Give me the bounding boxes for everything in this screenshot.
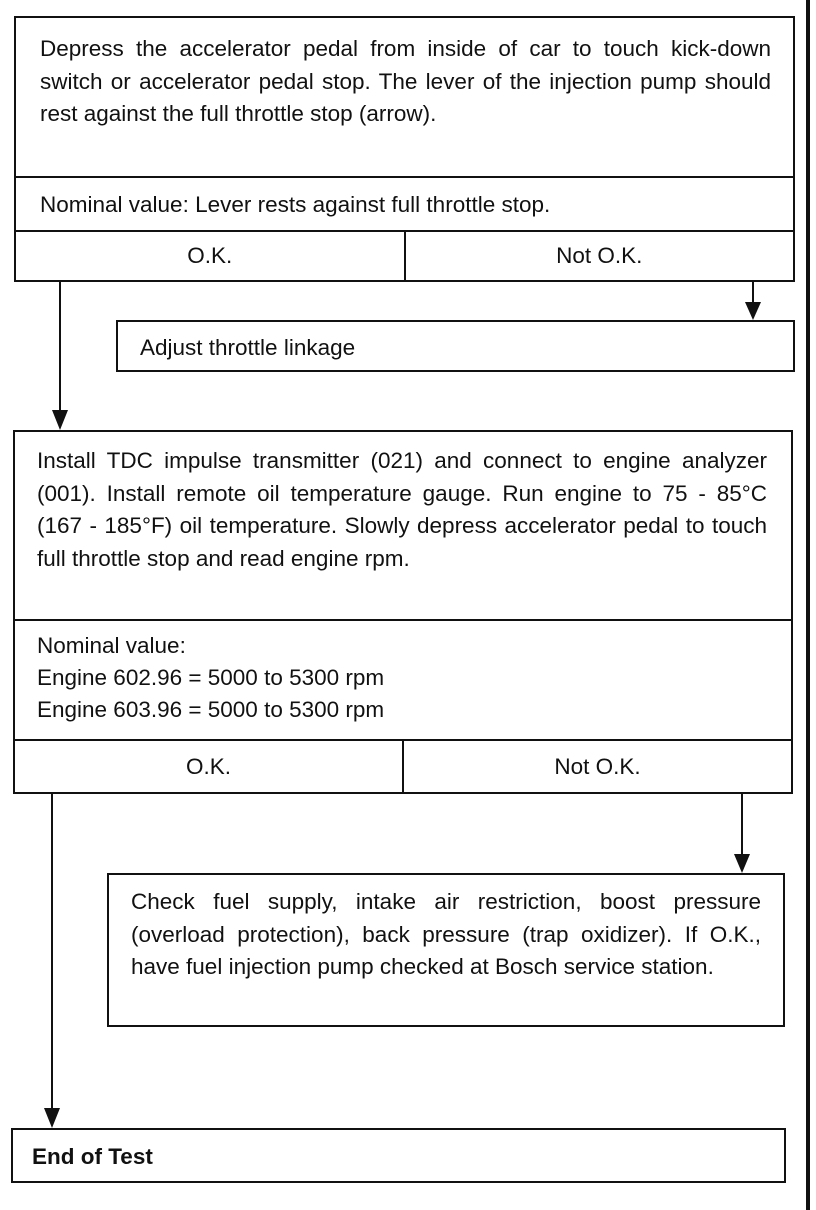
arrowhead-step2-notok: [734, 854, 750, 873]
arrowhead-step1-notok: [745, 302, 761, 320]
step2-not-ok-cell: Not O.K.: [402, 741, 791, 792]
step2-instruction: Install TDC impulse transmitter (021) and connect to engine analyzer (001). Install remote oil temperature gauge. Run engine to 75 - 85°C (167 - 185°F) oil temperature. Slowly depress accelerator pedal to touch full throttle stop and read engine rpm.: [37, 448, 767, 571]
adjust-throttle-text: Adjust throttle linkage: [140, 335, 356, 360]
end-of-test-text: End of Test: [32, 1144, 153, 1169]
step1-ok-cell: O.K.: [187, 243, 233, 268]
arrowhead-step2-ok: [44, 1108, 60, 1128]
step2-nominal-heading: Nominal value:: [37, 633, 186, 658]
step2-nominal-line-603: Engine 603.96 = 5000 to 5300 rpm: [37, 697, 385, 722]
step2-nominal-line-602: Engine 602.96 = 5000 to 5300 rpm: [37, 665, 385, 690]
step1-not-ok-cell: Not O.K.: [404, 232, 794, 280]
step1-instruction: Depress the accelerator pedal from inside of car to touch kick-down switch or accelerator pedal stop. The lever of the injection pump should rest against the full throttle stop (arrow).: [40, 36, 771, 126]
arrowhead-step1-ok: [52, 410, 68, 430]
step1-nominal-value: Nominal value: Lever rests against full throttle stop.: [16, 176, 793, 230]
step2-ok-cell: O.K.: [185, 753, 231, 779]
check-fuel-text: Check fuel supply, intake air restriction, boost pressure (overload protection), back pressure (trap oxidizer). If O.K., have fuel injection pump checked at Bosch service station.: [131, 889, 761, 979]
